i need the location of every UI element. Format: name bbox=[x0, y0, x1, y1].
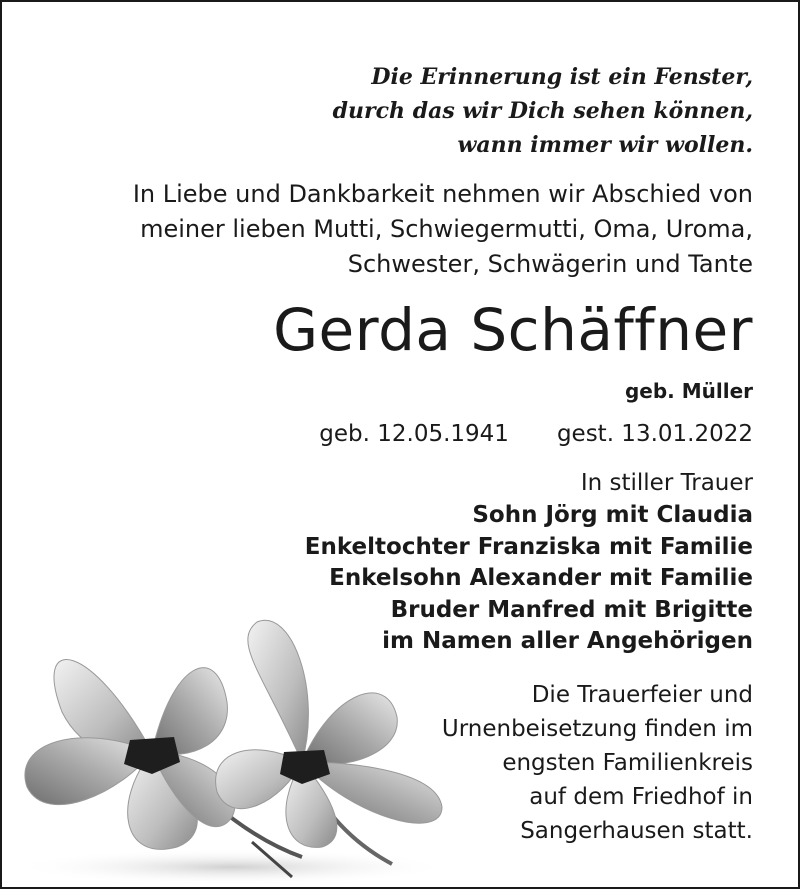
intro-line: In Liebe und Dankbarkeit nehmen wir Abschied von bbox=[132, 180, 753, 208]
intro-line: meiner lieben Mutti, Schwiegermutti, Oma, Uroma, bbox=[140, 215, 753, 243]
quote-line: Die Erinnerung ist ein Fenster, bbox=[371, 64, 753, 90]
mourner-entry: Sohn Jörg mit Claudia bbox=[472, 502, 753, 528]
maiden-name: geb. Müller bbox=[624, 379, 753, 403]
life-dates bbox=[319, 416, 753, 452]
service-line: Sangerhausen statt. bbox=[520, 818, 753, 844]
service-line: Urnenbeisetzung finden im bbox=[441, 716, 753, 742]
quote-line: durch das wir Dich sehen können, bbox=[332, 98, 753, 124]
memorial-quote bbox=[233, 60, 753, 162]
birth-date: geb. 12.05.1941 bbox=[319, 421, 509, 447]
farewell-intro bbox=[53, 177, 753, 282]
mourners-list bbox=[193, 500, 753, 658]
mourner-entry: im Namen aller Angehörigen bbox=[382, 628, 753, 654]
mourner-entry: Enkelsohn Alexander mit Familie bbox=[329, 565, 753, 591]
service-line: engsten Familienkreis bbox=[502, 750, 753, 776]
service-line: auf dem Friedhof in bbox=[529, 784, 753, 810]
death-date: gest. 13.01.2022 bbox=[556, 421, 753, 447]
deceased-name: Gerda Schäffner bbox=[273, 296, 753, 364]
mourning-heading: In stiller Trauer bbox=[580, 470, 753, 496]
service-line: Die Trauerfeier und bbox=[531, 682, 753, 708]
mourner-entry: Enkeltochter Franziska mit Familie bbox=[304, 533, 753, 560]
mourner-entry: Bruder Manfred mit Brigitte bbox=[390, 596, 753, 623]
quote-line: wann immer wir wollen. bbox=[457, 132, 753, 158]
funeral-service-info bbox=[393, 678, 753, 848]
intro-line: Schwester, Schwägerin und Tante bbox=[347, 250, 753, 278]
